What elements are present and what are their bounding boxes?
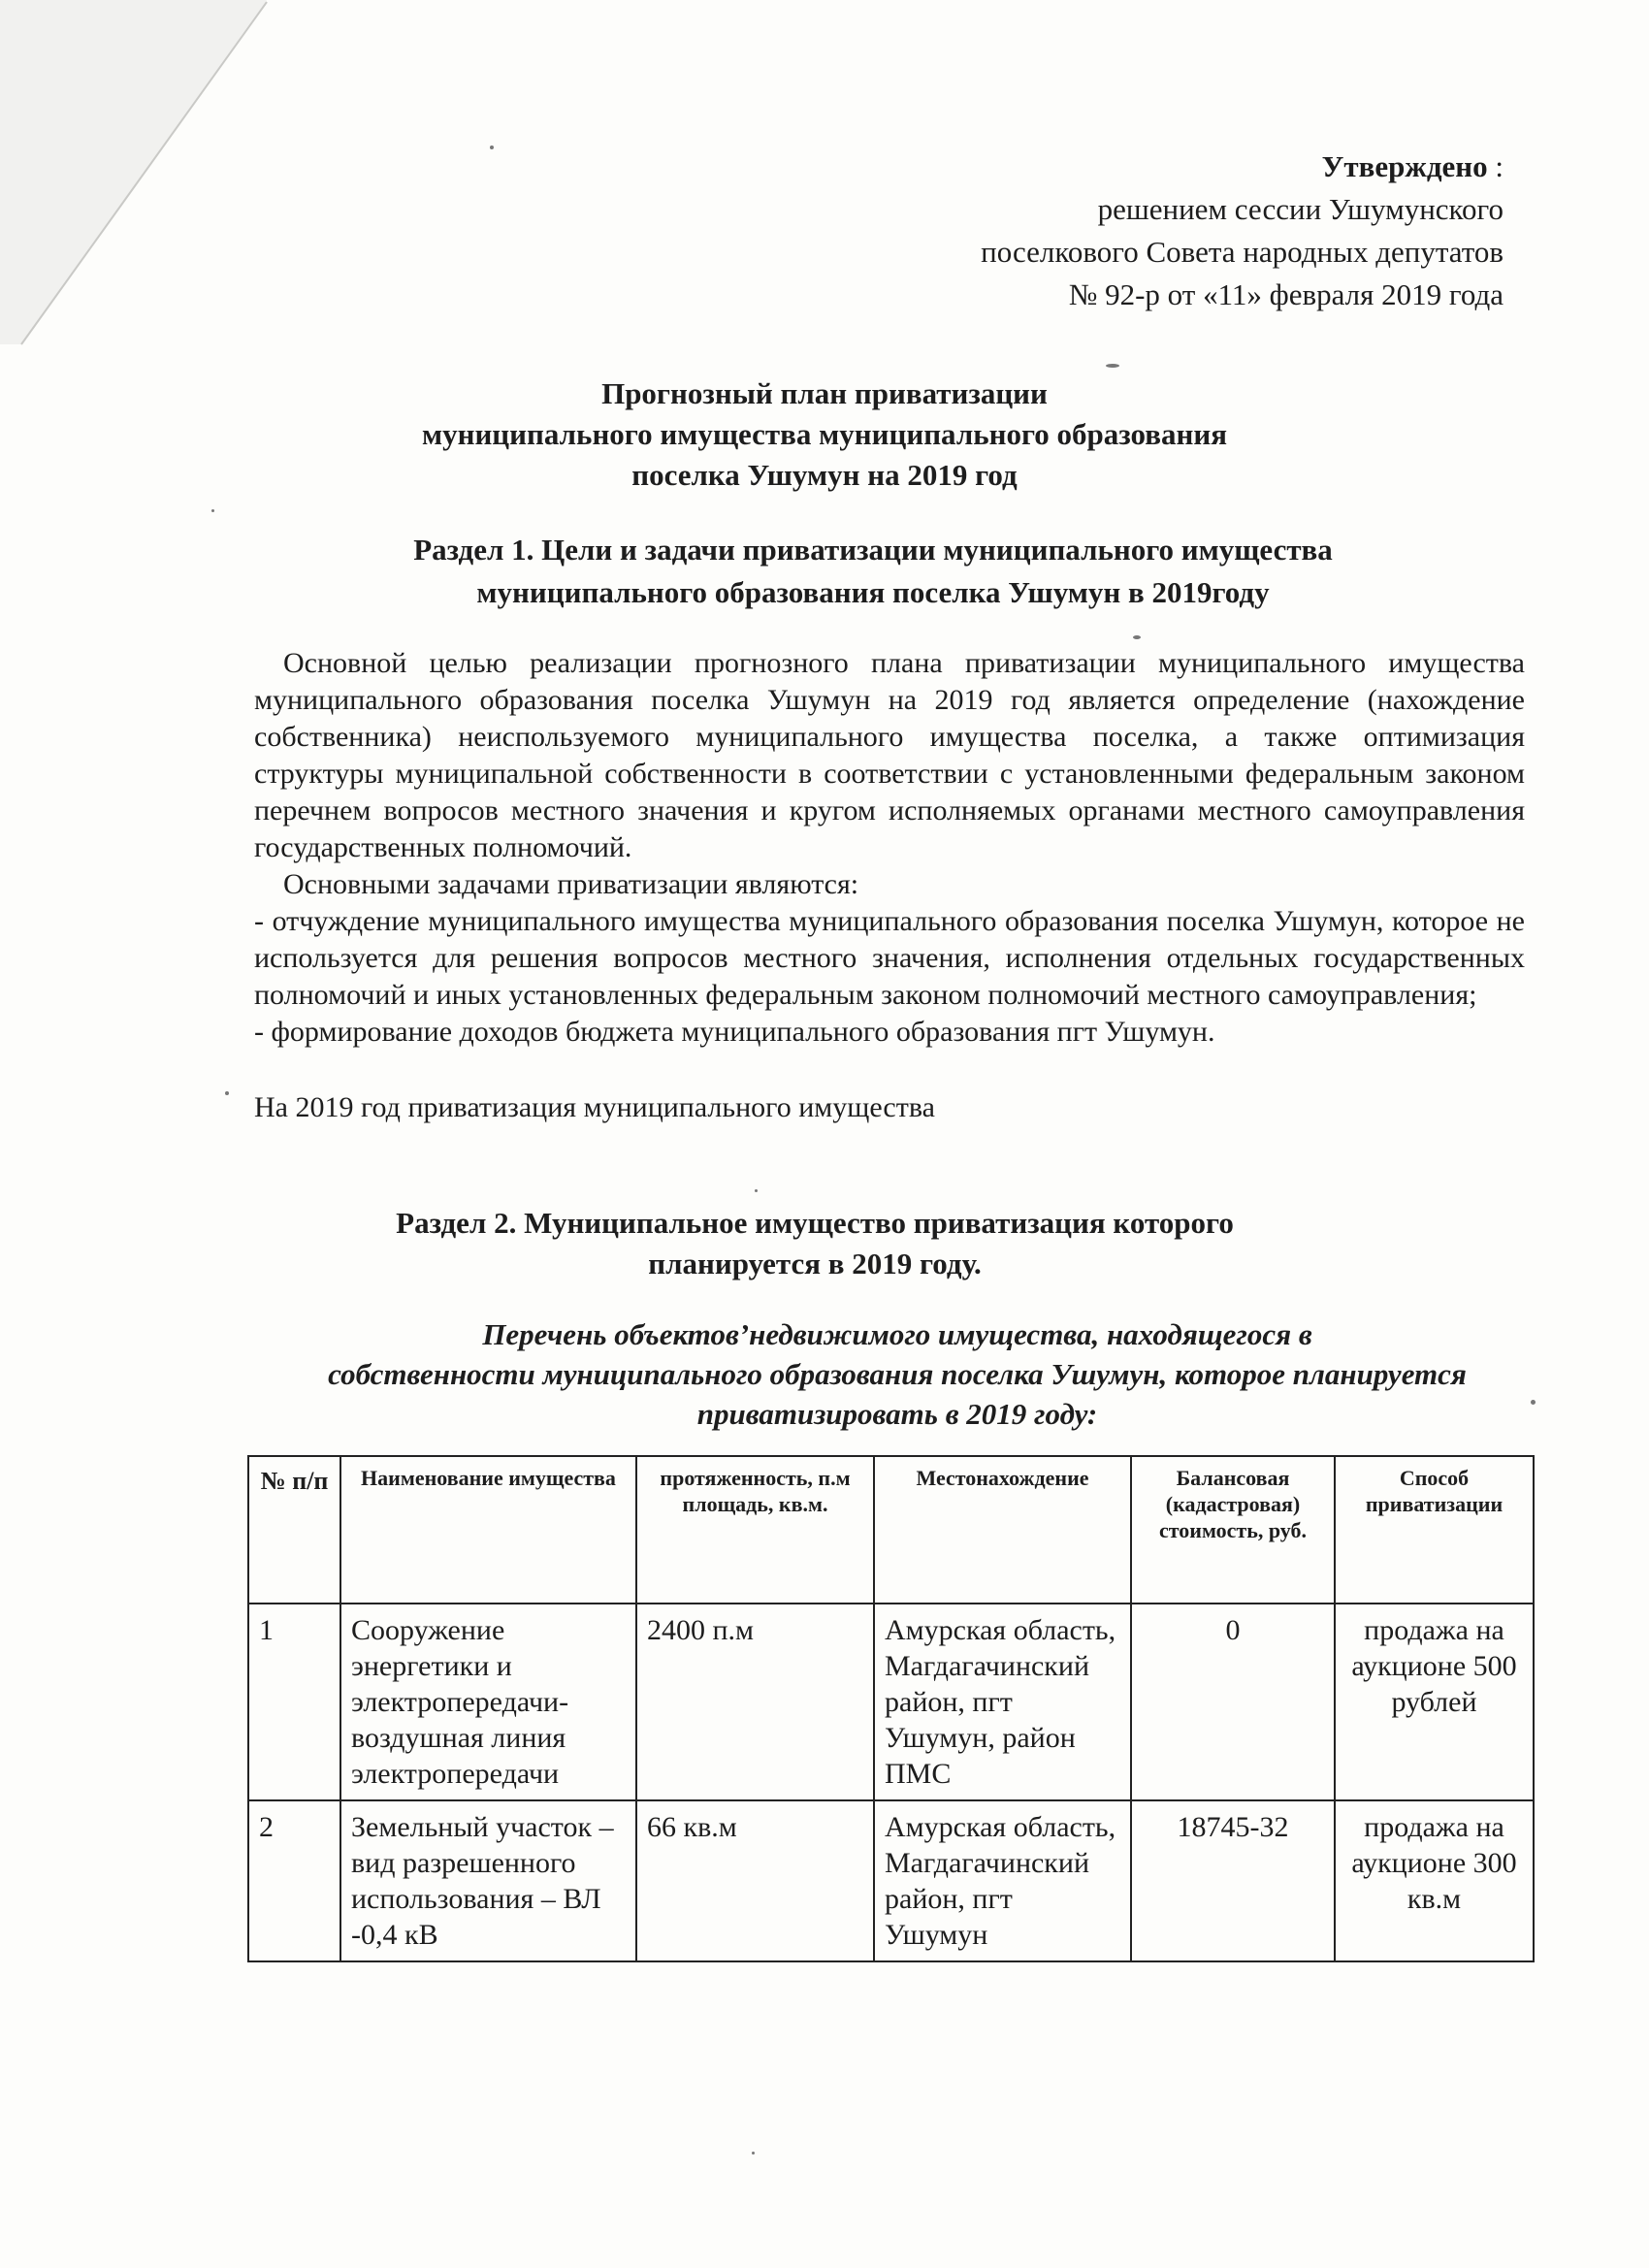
document-title: [0, 373, 1649, 496]
section-1-heading-line-2: муниципального образования поселка Ушумун в 2019году: [476, 575, 1270, 609]
task-item-1: - отчуждение муниципального имущества муниципального образования поселка Ушумун, которое не используется для решения вопросов местного значения, исполнения отдельных государственных полномочий и иных установленных федеральным законом полномочий местного самоуправления;: [254, 905, 1525, 1011]
cell-length: 66 кв.м: [636, 1800, 874, 1961]
header-method: Способ приватизации: [1335, 1456, 1534, 1604]
scan-speck: [225, 1091, 229, 1095]
scan-speck: [755, 1189, 758, 1192]
section-1-heading-line-1: Раздел 1. Цели и задачи приватизации муниципального имущества: [413, 533, 1333, 567]
goal-paragraph: Основной целью реализации прогнозного плана приватизации муниципального имущества муниципального образования поселка Ушумун на 2019 год является определение (нахождение собственника) неиспользуемого муниципального имущества поселка, а также оптимизация структуры муниципальной собственности в соответствии с установленными федеральным законом перечнем вопросов местного значения и кругом исполняемых органами местного самоуправления государственных полномочий.: [254, 647, 1525, 863]
list-title-line-3: приватизировать в 2019 году:: [696, 1397, 1098, 1431]
cell-num: 1: [248, 1604, 340, 1800]
tasks-intro: Основными задачами приватизации являются:: [283, 868, 859, 900]
section-1-heading: [349, 529, 1397, 614]
scan-speck: [211, 509, 214, 512]
cell-location: Амурская область, Магдагачинский район, пгт Ушумун: [874, 1800, 1131, 1961]
table-header-row: [248, 1456, 1534, 1604]
scan-speck: [752, 2152, 755, 2155]
title-line-2: муниципального имущества муниципального образования: [421, 417, 1228, 451]
header-value: Балансовая (кадастровая) стоимость, руб.: [1131, 1456, 1335, 1604]
page-corner-fold: [0, 0, 291, 349]
task-item-2: - формирование доходов бюджета муниципального образования пгт Ушумун.: [254, 1016, 1215, 1048]
header-name: Наименование имущества: [340, 1456, 636, 1604]
cell-value: 0: [1131, 1604, 1335, 1800]
list-title-line-2: собственности муниципального образования поселка Ушумун, которое планируется: [328, 1357, 1467, 1391]
closing-text: На 2019 год приватизация муниципального имущества: [254, 1091, 935, 1123]
approval-line-3: № 92-р от «11» февраля 2019 года: [1068, 277, 1504, 311]
table-row: [248, 1604, 1534, 1800]
section-2-heading: [330, 1203, 1300, 1284]
cell-length: 2400 п.м: [636, 1604, 874, 1800]
list-title-line-1: Перечень объектов’недвижимого имущества, находящегося в: [482, 1317, 1312, 1351]
approval-line-2: поселкового Совета народных депутатов: [981, 235, 1504, 269]
title-line-3: поселка Ушумун на 2019 год: [631, 458, 1018, 492]
cell-location: Амурская область, Магдагачинский район, пгт Ушумун, район ПМС: [874, 1604, 1131, 1800]
cell-num: 2: [248, 1800, 340, 1961]
approval-block: [981, 146, 1504, 316]
header-location: Местонахождение: [874, 1456, 1131, 1604]
scan-speck: [1531, 1400, 1536, 1405]
header-num: № п/п: [248, 1456, 340, 1604]
title-line-1: Прогнозный план приватизации: [601, 376, 1048, 410]
section-1-body: [254, 645, 1525, 1126]
table-row: [248, 1800, 1534, 1961]
approval-line-1: решением сессии Ушумунского: [1097, 192, 1504, 226]
property-table: [247, 1455, 1535, 1962]
cell-method: продажа на аукционе 500 рублей: [1335, 1604, 1534, 1800]
cell-method: продажа на аукционе 300 кв.м: [1335, 1800, 1534, 1961]
scan-speck: [490, 146, 494, 149]
scan-speck: [1133, 635, 1141, 639]
header-length: протяженность, п.м площадь, кв.м.: [636, 1456, 874, 1604]
cell-name: Сооружение энергетики и электропередачи-воздушная линия электропередачи: [340, 1604, 636, 1800]
cell-name: Земельный участок – вид разрешенного использования – ВЛ -0,4 кВ: [340, 1800, 636, 1961]
section-2-heading-line-1: Раздел 2. Муниципальное имущество приватизация которого: [396, 1206, 1234, 1240]
property-list-title: [272, 1314, 1523, 1434]
section-2-heading-line-2: планируется в 2019 году.: [648, 1247, 982, 1280]
approval-heading: Утверждено :: [1321, 149, 1504, 183]
cell-value: 18745-32: [1131, 1800, 1335, 1961]
scan-speck: [1106, 364, 1119, 368]
